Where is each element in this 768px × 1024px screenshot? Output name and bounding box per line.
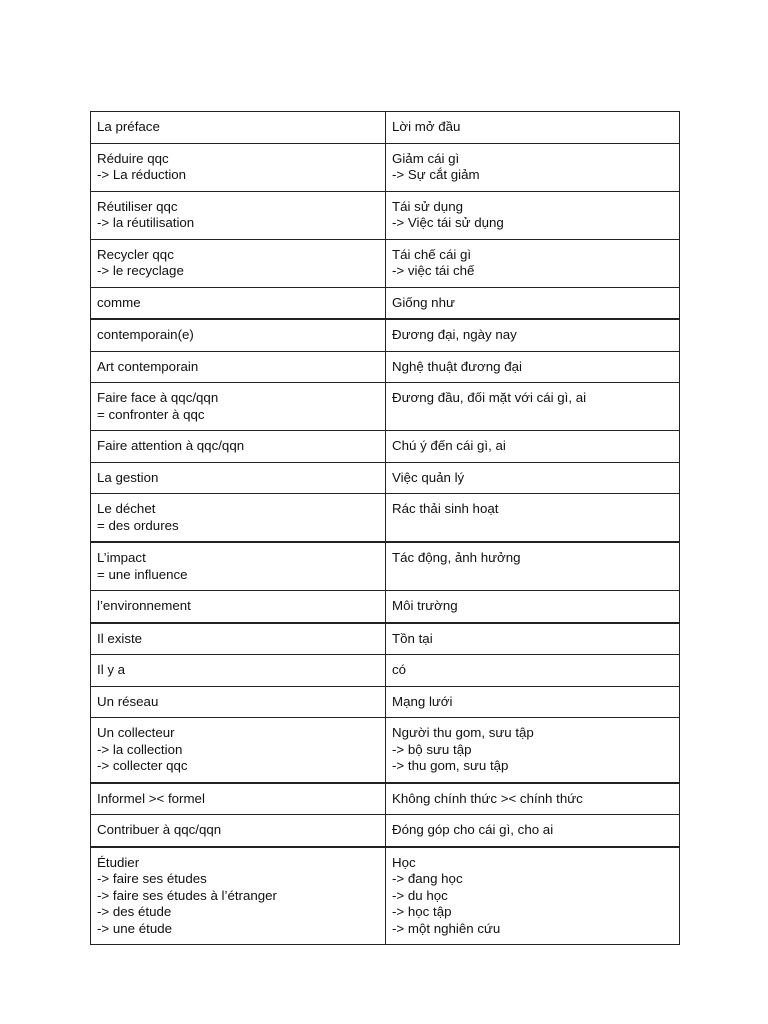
french-term: Réutiliser qqc -> la réutilisation	[91, 191, 386, 239]
vocabulary-table	[90, 111, 680, 945]
vietnamese-translation: Người thu gom, sưu tập -> bộ sưu tập -> thu gom, sưu tập	[386, 718, 680, 783]
vietnamese-translation: Giống như	[386, 287, 680, 319]
french-term: Il y a	[91, 655, 386, 687]
french-term: Contribuer à qqc/qqn	[91, 815, 386, 847]
vietnamese-translation: Tác động, ảnh hưởng	[386, 542, 680, 591]
french-term: Réduire qqc -> La réduction	[91, 143, 386, 191]
french-term: contemporain(e)	[91, 319, 386, 351]
table-row	[91, 112, 680, 144]
vietnamese-translation: Đương đầu, đối mặt với cái gì, ai	[386, 383, 680, 431]
vietnamese-translation: Tái sử dụng -> Việc tái sử dụng	[386, 191, 680, 239]
vietnamese-translation: Rác thải sinh hoạt	[386, 494, 680, 543]
french-term: Faire face à qqc/qqn = confronter à qqc	[91, 383, 386, 431]
table-row	[91, 462, 680, 494]
french-term: Informel >< formel	[91, 783, 386, 815]
french-term: La préface	[91, 112, 386, 144]
vietnamese-translation: Tái chế cái gì -> việc tái chế	[386, 239, 680, 287]
vietnamese-translation: Tồn tại	[386, 623, 680, 655]
table-row	[91, 143, 680, 191]
vietnamese-translation: Lời mở đầu	[386, 112, 680, 144]
vietnamese-translation: Nghệ thuật đương đại	[386, 351, 680, 383]
french-term: Étudier -> faire ses études -> faire ses études à l’étranger -> des étude -> une étude	[91, 847, 386, 945]
vietnamese-translation: có	[386, 655, 680, 687]
table-row	[91, 542, 680, 591]
french-term: L’impact = une influence	[91, 542, 386, 591]
french-term: Un réseau	[91, 686, 386, 718]
vietnamese-translation: Môi trường	[386, 591, 680, 623]
table-row	[91, 623, 680, 655]
french-term: Il existe	[91, 623, 386, 655]
table-row	[91, 718, 680, 783]
vietnamese-translation: Không chính thức >< chính thức	[386, 783, 680, 815]
table-row	[91, 431, 680, 463]
french-term: Le déchet = des ordures	[91, 494, 386, 543]
french-term: La gestion	[91, 462, 386, 494]
table-row	[91, 191, 680, 239]
table-row	[91, 591, 680, 623]
vietnamese-translation: Chú ý đến cái gì, ai	[386, 431, 680, 463]
french-term: Art contemporain	[91, 351, 386, 383]
vietnamese-translation: Mạng lưới	[386, 686, 680, 718]
table-row	[91, 239, 680, 287]
french-term: comme	[91, 287, 386, 319]
french-term: Recycler qqc -> le recyclage	[91, 239, 386, 287]
table-row	[91, 494, 680, 543]
vietnamese-translation: Giảm cái gì -> Sự cắt giảm	[386, 143, 680, 191]
table-row	[91, 351, 680, 383]
table-row	[91, 783, 680, 815]
table-row	[91, 287, 680, 319]
table-row	[91, 847, 680, 945]
table-row	[91, 319, 680, 351]
french-term: Un collecteur -> la collection -> collecter qqc	[91, 718, 386, 783]
french-term: l’environnement	[91, 591, 386, 623]
table-row	[91, 655, 680, 687]
table-row	[91, 815, 680, 847]
vietnamese-translation: Đương đại, ngày nay	[386, 319, 680, 351]
table-row	[91, 383, 680, 431]
table-row	[91, 686, 680, 718]
vietnamese-translation: Việc quản lý	[386, 462, 680, 494]
french-term: Faire attention à qqc/qqn	[91, 431, 386, 463]
vietnamese-translation: Học -> đang học -> du học -> học tập -> một nghiên cứu	[386, 847, 680, 945]
vietnamese-translation: Đóng góp cho cái gì, cho ai	[386, 815, 680, 847]
